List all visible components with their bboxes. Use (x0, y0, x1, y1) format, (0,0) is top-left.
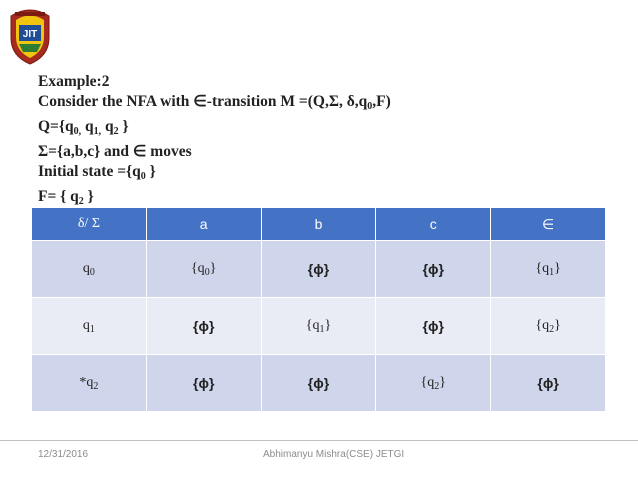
footer-divider (0, 440, 638, 441)
cell-epsilon: {ɸ} (491, 355, 606, 412)
example-title: Example:2 (38, 73, 110, 90)
table-row (32, 355, 606, 412)
cell-a: {ɸ} (146, 298, 261, 355)
cell-c: {ɸ} (376, 241, 491, 298)
cell-a: {ɸ} (146, 355, 261, 412)
state-set: $Q=\{q_{0,}$ $q_{1,}$ $q_2$ } (38, 118, 129, 137)
table-row (32, 241, 606, 298)
footer-author: Abhimanyu Mishra(CSE) JETGI (263, 449, 405, 460)
state-cell: $q_1$ (32, 298, 147, 355)
nfa-definition: Consider the NFA with ∈-transition M =(Q,Σ, $\delta,q_0,F$) (38, 93, 391, 112)
example-description (38, 72, 391, 212)
header-delta-sigma: δ/ Σ (32, 208, 147, 241)
header-epsilon: ∈ (491, 208, 606, 241)
cell-a: $\{q_0\}$ (146, 241, 261, 298)
header-c: c (376, 208, 491, 241)
header-b: b (261, 208, 376, 241)
footer-date: 12/31/2016 (38, 449, 89, 460)
cell-epsilon: $\{q_1\}$ (491, 241, 606, 298)
logo-text: JIT (22, 29, 38, 40)
alphabet: Σ={a,b,c} and ∈ moves (38, 143, 192, 160)
table-header-row (32, 208, 606, 241)
cell-c: {ɸ} (376, 298, 491, 355)
header-a: a (146, 208, 261, 241)
table-row (32, 298, 606, 355)
transition-table (31, 207, 606, 412)
cell-b: {ɸ} (261, 241, 376, 298)
cell-c: $\{q_2\}$ (376, 355, 491, 412)
state-cell: $*q_2$ (32, 355, 147, 412)
state-cell: $q_0$ (32, 241, 147, 298)
cell-b: $\{q_1\}$ (261, 298, 376, 355)
initial-state: Initial state $=\{q_0$ } (38, 163, 156, 182)
college-logo (7, 4, 53, 66)
cell-epsilon: $\{q_2\}$ (491, 298, 606, 355)
final-states: F= { $q_2$ } (38, 188, 94, 207)
cell-b: {ɸ} (261, 355, 376, 412)
